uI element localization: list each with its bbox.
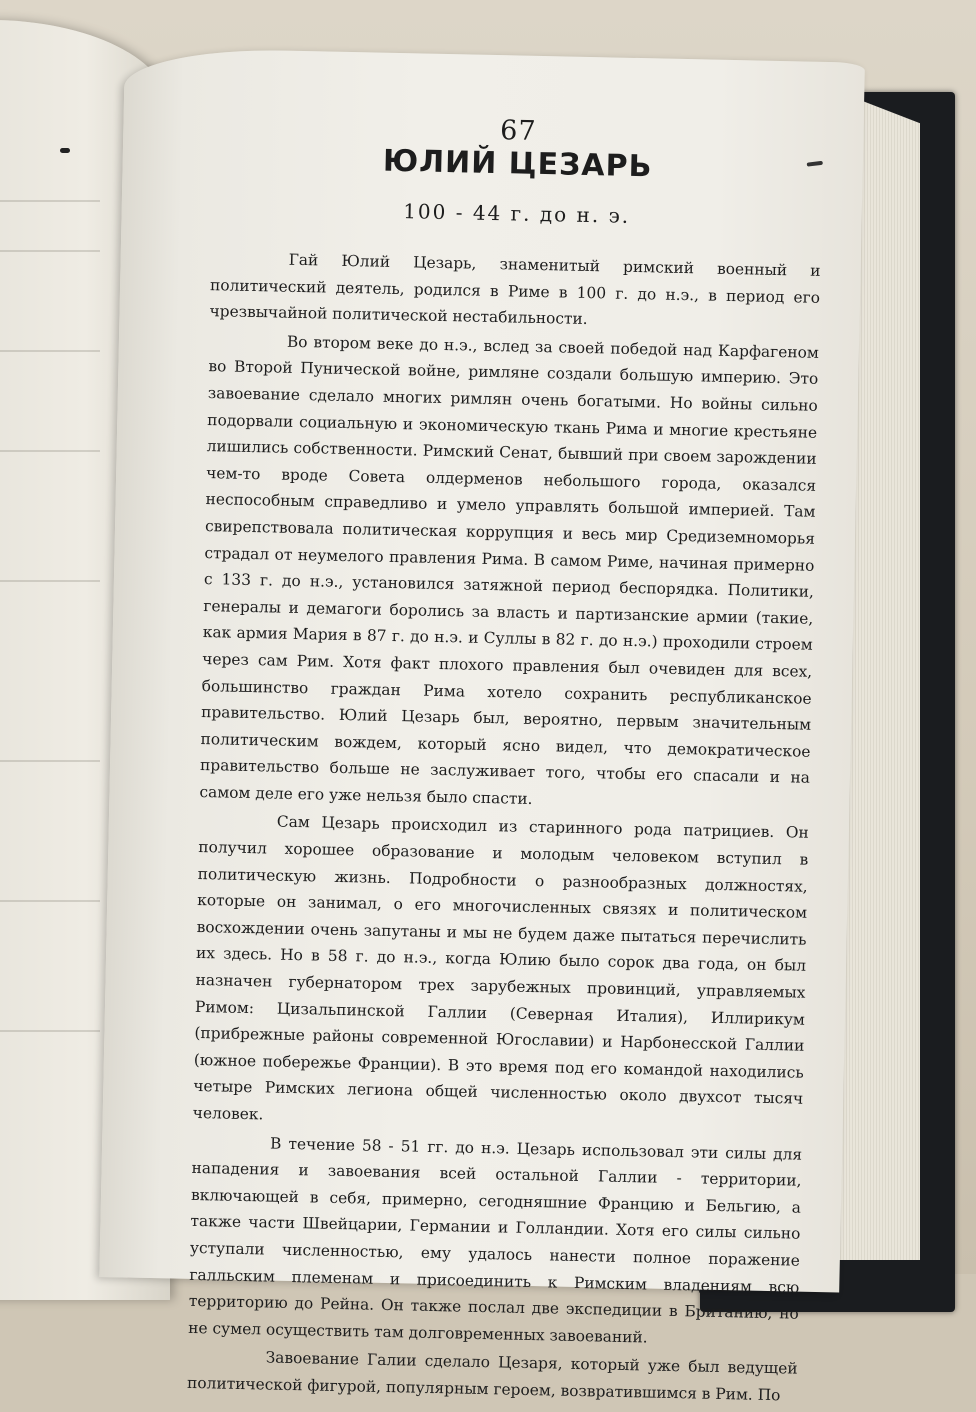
left-page-text-line [0,450,100,452]
chapter-number: 67 [499,115,537,147]
chapter-dates: 100 - 44 г. до н. э. [402,199,631,228]
chapter-title: ЮЛИЙ ЦЕЗАРЬ [382,143,653,185]
page-content [187,109,824,1411]
left-page-text-line [0,1030,100,1032]
left-page-text-line [0,900,100,902]
left-page-text-line [0,350,100,352]
ink-mark [60,148,70,153]
paragraph: Завоевание Галии сделало Цезаря, который уже был ведущей политической фигурой, популярным героем, возвратившимся в Рим. По [186,1348,798,1405]
paragraph: Во втором веке до н.э., вслед за своей победой над Карфагеном во Второй Пунической войне, римляне создали большую империю. Это завоевание сделало многих римлян очень богатыми. Но войны сильно подорвали социальную и экономическую ткань Рима и многие крестьяне лишились собственности. Римский Сенат, бывший при своем зарождении чем-то вроде Совета олдерменов небольшого города, оказался неспособным справедливо и умело управлять большой империей. Там свирепствовала политическая коррупция и весь мир Средиземноморья страдал от неумелого правления Рима. В самом Риме, начиная примерно с 133 г. до н.э., установился затяжной период беспорядка. Политики, генералы и демагоги боролись за власть и партизанские армии (такие, как армия Мария в 87 г. до н.э. и Суллы в 82 г. до н.э.) проходили строем через сам Рим. Хотя факт плохого правления был очевиден для всех, большинство граждан Рима хотело сохранить республиканское правительство. Юлий Цезарь был, вероятно, первым значительным политическим вождем, который ясно видел, что демократическое правительство больше не заслуживает того, чтобы его спасали и на самом деле его уже нельзя было спасти. [199,332,820,808]
left-page-text-line [0,580,100,582]
left-page-text-line [0,200,100,202]
paragraph: В течение 58 - 51 гг. до н.э. Цезарь использовал эти силы для нападения и завоевания всей остальной Галлии - территории, включающей в себя, примерно, сегодняшние Францию и Бельгию, а также части Швейцарии, Германии и Голландии. Хотя его силы сильно уступали численностью, ему удалось нанести полное поражение галльским племенам и присоединить к Римским владениям всю территорию до Рейна. Он также послал две экспедиции в Британию, но не сумел осуществить там долговременных завоеваний. [188,1134,803,1347]
right-page [99,47,865,1405]
paragraph: Сам Цезарь происходил из старинного рода патрициев. Он получил хорошее образование и молодым человеком вступил в политическую жизнь. Подробности о разнообразных должностях, которые он занимал, о его многочисленных связях и политическом восхождении очень запутаны и мы не будем даже пытаться перечислить их здесь. Но в 58 г. до н.э., когда Юлию было сорок два года, он был назначен губернатором трех зарубежных провинций, управляемых Римом: Цизальпинской Галлии (Северная Италия), Иллирикум (прибрежные районы современной Югославии) и Нарбонесской Галлии (южное побережье Франции). В это время под его командой находились четыре Римских легиона общей численностью около двухсот тысяч человек. [192,813,809,1124]
left-page-text-line [0,760,100,762]
paragraph: Гай Юлий Цезарь, знаменитый римский военный и политический деятель, родился в Риме в 100 г. до н.э., в период его чрезвычайной политической нестабильности. [209,250,821,329]
left-page-text-line [0,250,100,252]
